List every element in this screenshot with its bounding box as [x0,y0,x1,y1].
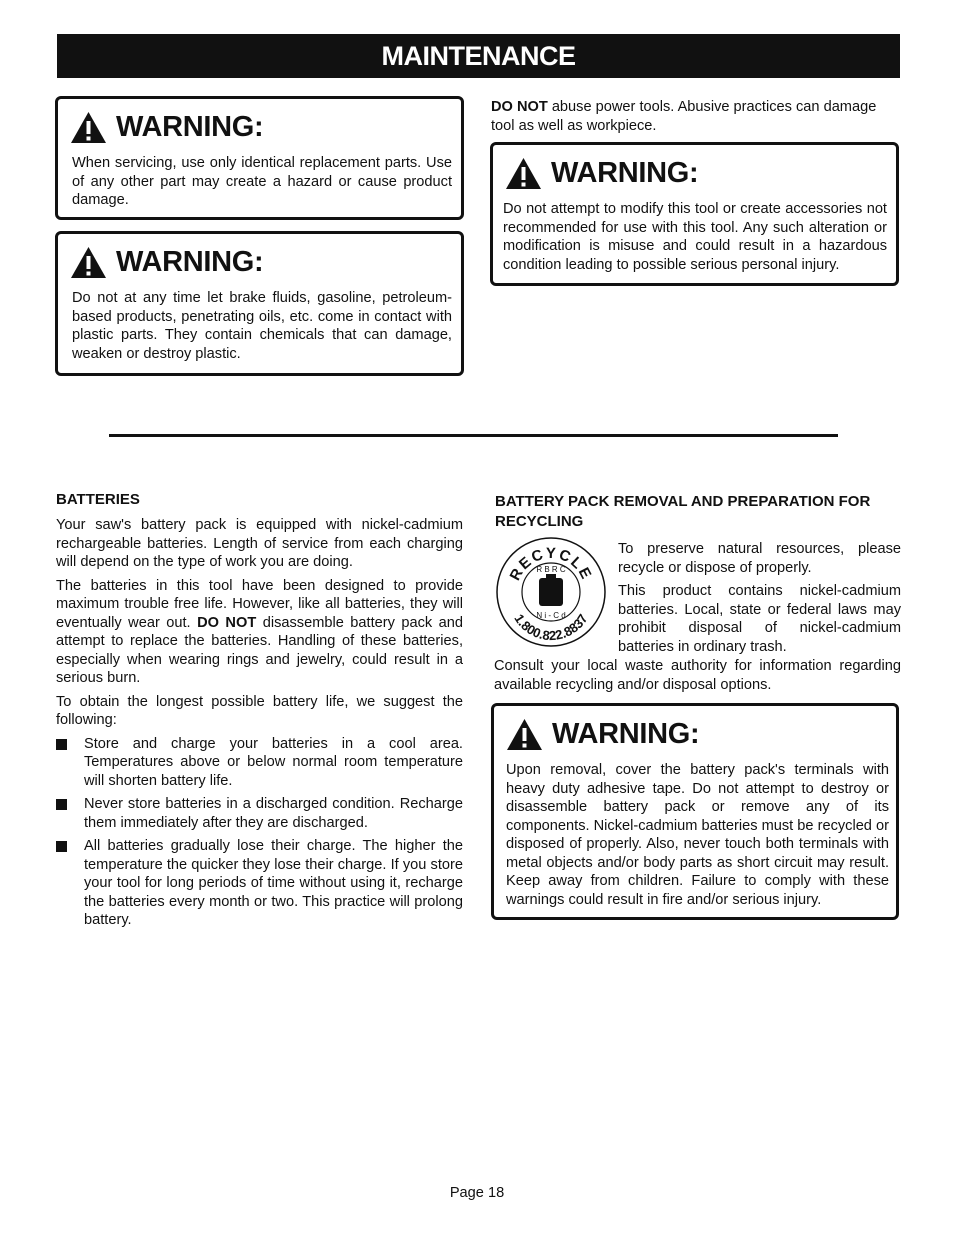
warning-triangle-icon [70,111,107,144]
svg-text:N i - C d: N i - C d [536,611,566,620]
warning-triangle-icon [506,718,543,751]
abuse-note-bold: DO NOT [491,99,548,115]
batteries-paragraph: Your saw's battery pack is equipped with nickel-cadmium rechargeable batteries. Length of service from each charging will depend on the type of work you are doing. [56,517,463,570]
warning-triangle-icon [505,157,542,190]
list-item: Never store batteries in a discharged condition. Recharge them immediately after they are discharged. [56,795,463,832]
list-item: Store and charge your batteries in a cool area. Temperatures above or below normal room temperature will shorten battery life. [56,735,463,791]
batteries-paragraph: To obtain the longest possible battery life, we suggest the following: [56,693,463,728]
warning-box-modification [490,142,899,286]
warning-text: Do not at any time let brake fluids, gasoline, petroleum-based products, penetrating oils, etc. come in contact with plastic parts. They contain chemicals that can damage, weaken or destroy plastic. [72,290,452,362]
bullet-square-icon [56,799,67,810]
bullet-square-icon [56,739,67,750]
page-number: Page 18 [449,1185,505,1201]
warning-title: WARNING: [116,246,264,278]
warning-text: When servicing, use only identical replacement parts. Use of any other part may create a hazard or cause product damage. [72,155,452,208]
section-divider [109,434,838,437]
rbrc-recycle-logo [495,536,607,648]
recycling-consult-text: Consult your local waste authority for information regarding available recycling and/or disposal options. [494,658,901,693]
battery-tips-list [56,735,463,930]
abuse-note [491,98,900,135]
abuse-note-text: abuse power tools. Abusive practices can damage tool as well as workpiece. [491,99,877,134]
svg-text:1.800.822.8837: 1.800.822.8837 [511,611,591,644]
svg-text:R B R C: R B R C [536,565,566,574]
bullet-square-icon [56,841,67,852]
warning-text: Do not attempt to modify this tool or create accessories not recommended for use with this tool. Any such alteration or modification is misuse and could result in a hazardous condition leading to possible serious personal injury. [503,201,887,273]
batteries-paragraph: The batteries in this tool have been designed to provide maximum trouble free life. However, like all batteries, they will eventually wear out. DO NOT disassemble battery pack and attempt to replace the batteries. Handling of these batteries, especially when wearing rings and jewelry, could result in a serious burn. [56,577,463,686]
warning-box-battery-removal [491,703,899,920]
recycling-text-side [618,540,901,656]
warning-title: WARNING: [552,718,700,750]
warning-text: Upon removal, cover the battery pack's terminals with heavy duty adhesive tape. Do not attempt to destroy or disassemble battery pack or remove any of its components. Nickel-cadmium batteries must be recycled or disposed of properly. Also, never touch both terminals with metal objects and/or body parts as short circuit may result. Keep away from children. Failure to comply with these warnings could result in fire and/or serious injury. [506,762,889,908]
warning-title: WARNING: [551,157,699,189]
recycling-heading: BATTERY PACK REMOVAL AND PREPARATION FOR RECYCLING [495,493,871,530]
svg-text:RECYCLE: RECYCLE [506,544,596,584]
recycling-paragraph: This product contains nickel-cadmium batteries. Local, state or federal laws may prohibit disposal of nickel-cadmium batteries in ordinary trash. [618,583,901,655]
warning-box-chemicals [55,231,464,376]
list-item: All batteries gradually lose their charge. The higher the temperature the quicker they lose their charge. If you store your tool for long periods of time without using it, recharge the batteries every month or two. This practice will prolong battery. [56,837,463,930]
page-title: MAINTENANCE [57,34,900,78]
warning-box-replacement-parts [55,96,464,220]
batteries-heading: BATTERIES [56,491,140,508]
recycling-paragraph: To preserve natural resources, please recycle or dispose of properly. [618,541,901,576]
warning-title: WARNING: [116,111,264,143]
batteries-text [56,516,463,935]
warning-triangle-icon [70,246,107,279]
